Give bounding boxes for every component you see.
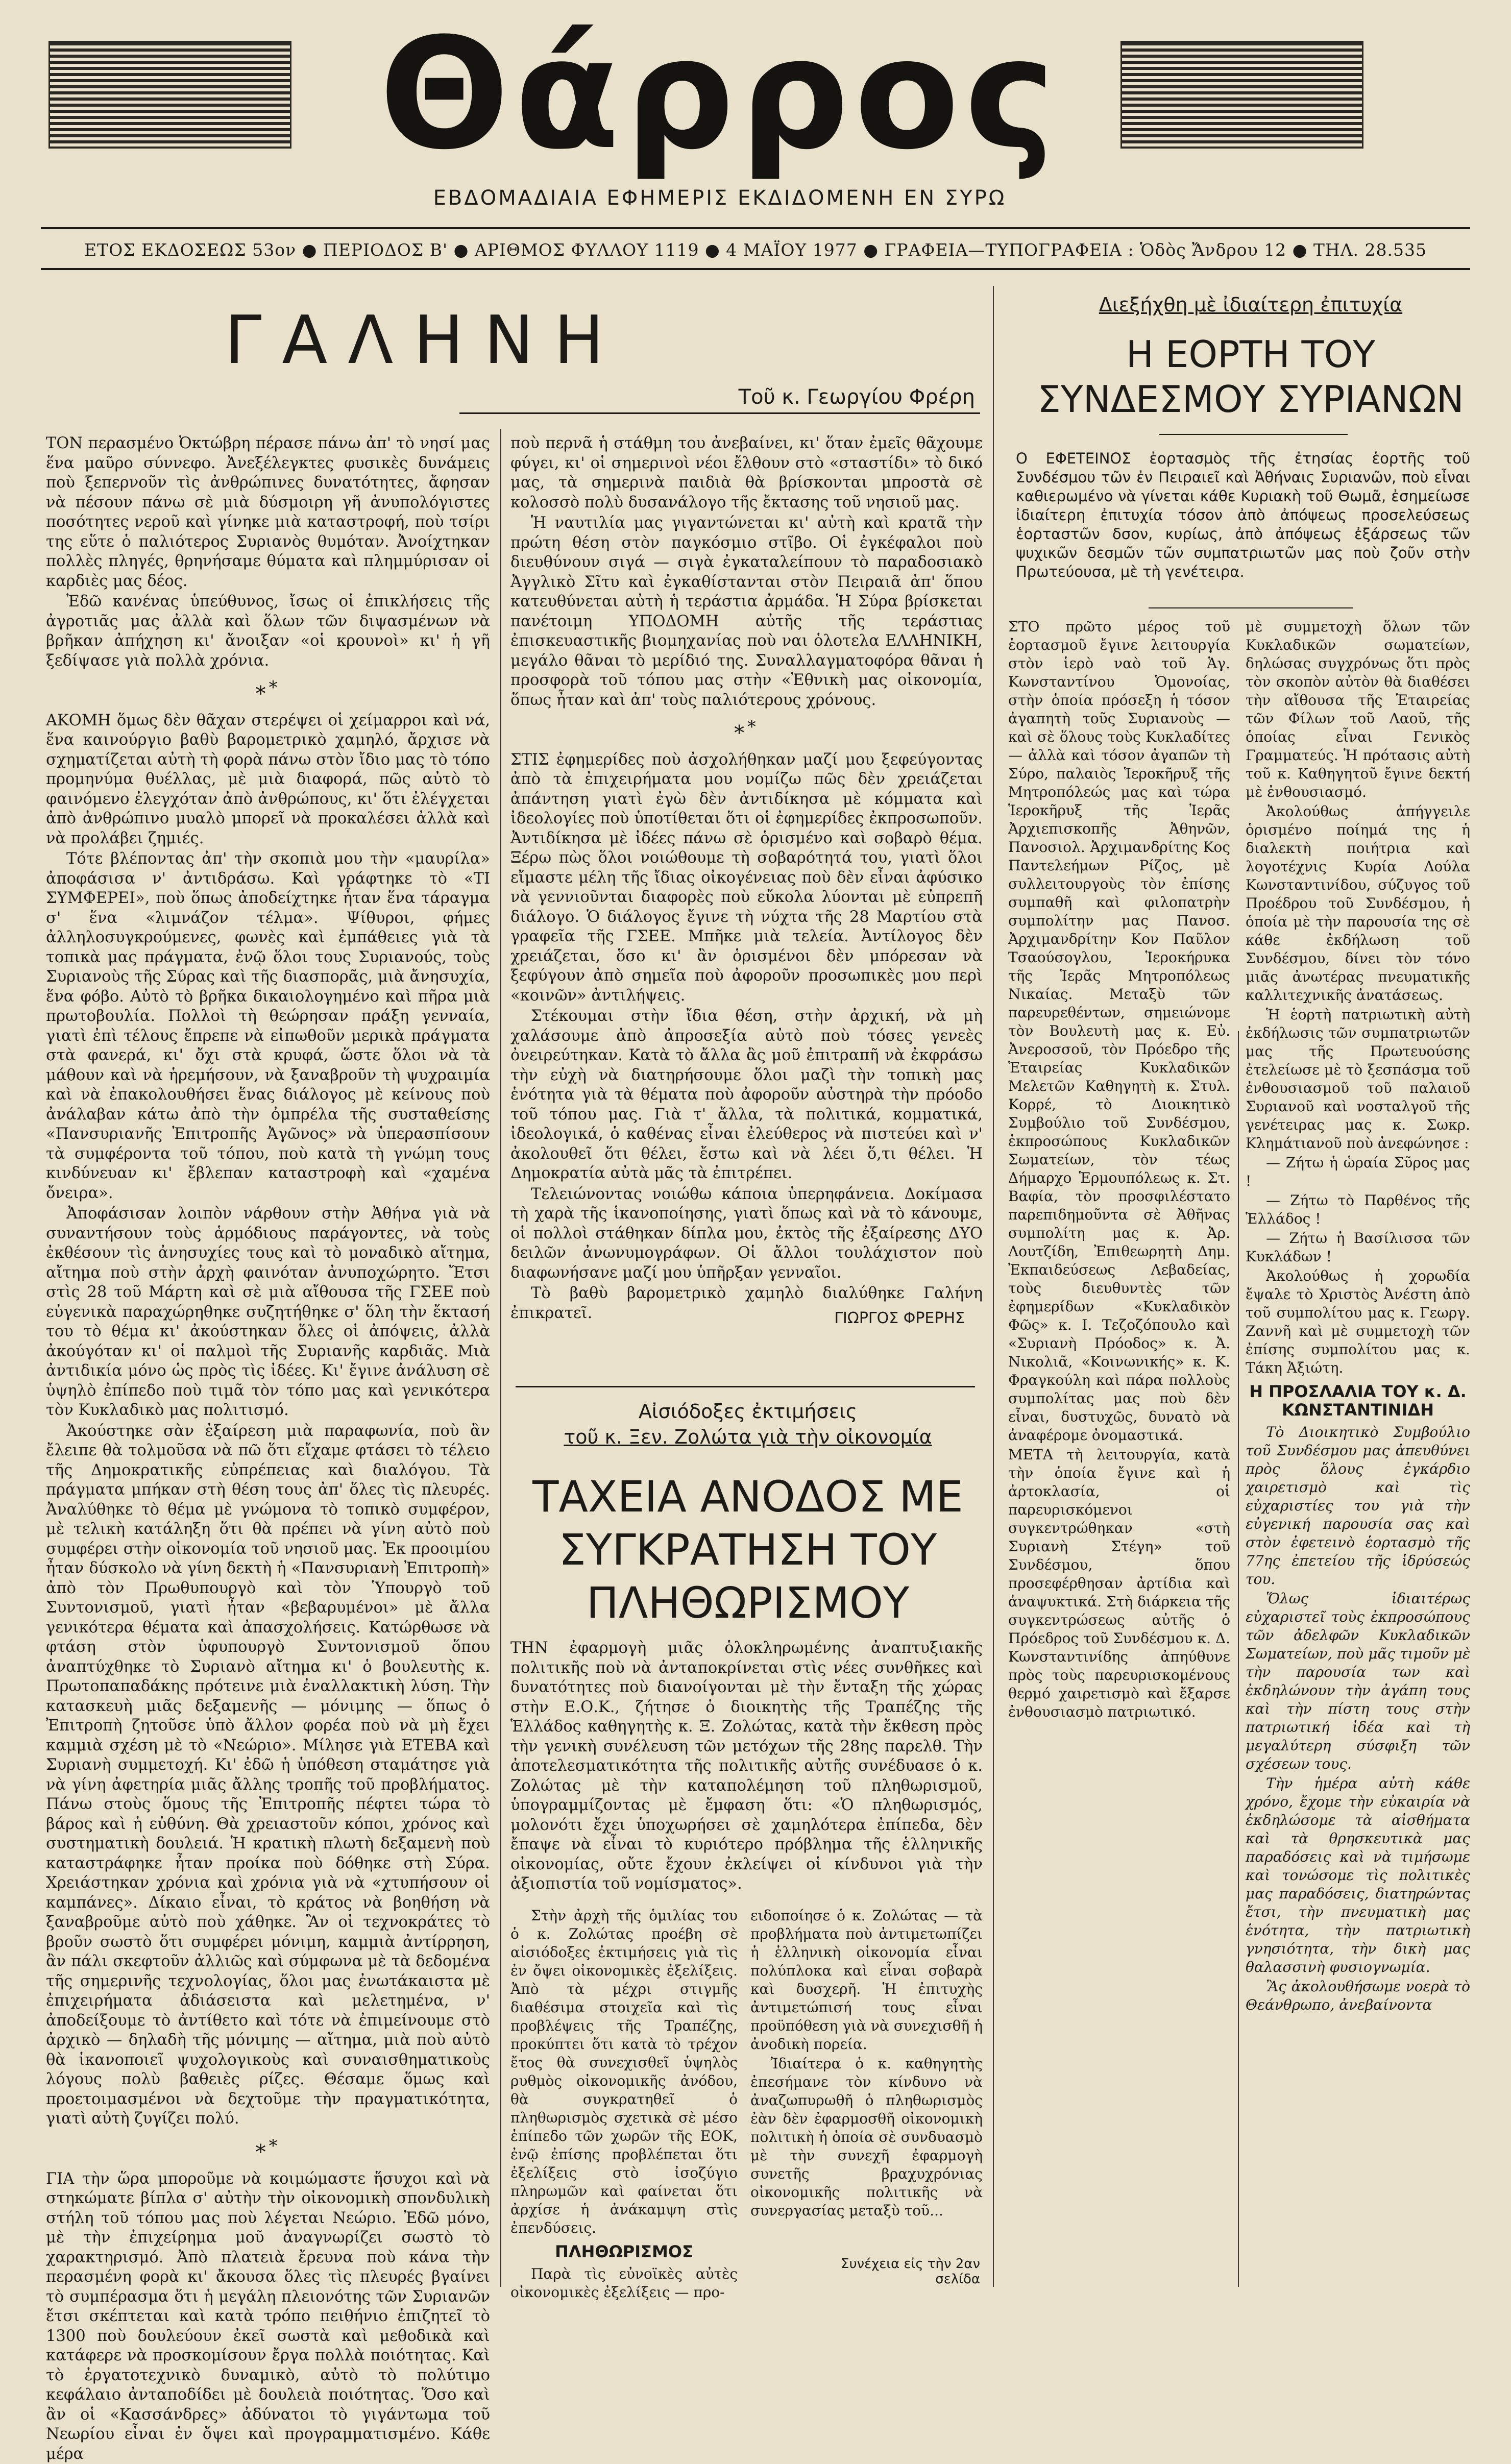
paragraph: ΤΟΝ περασμένο Ὀκτώβρη πέρασε πάνω ἀπ' τὸ νησί μας ἕνα μαῦρο σύννεφο. Ἀνεξέλεγκτες φυσικὲς δυνάμεις ποὺ ξεπερνοῦν τὶς ἀνθρώπινες δυνατότητες, ἄφησαν νὰ πέσουν πάνω σὲ μιὰ δύσμοιρη γῆ ἀνυπολόγιστες ποσότητες νεροῦ καὶ γίνηκε μιὰ καταστροφή, ποὺ τσίρι της εὕτε ὁ παλιότερος Συριανὸς θυμόταν. Ἀνοίχτηκαν πολλὲς πληγές, θρηνήσαμε θύματα καὶ πλημμύρισαν οἱ καρδιὲς μας δέος. [46, 434, 490, 590]
column-divider [993, 286, 994, 2287]
article3-lead [1016, 449, 1470, 602]
article3-column-right [1246, 618, 1470, 2282]
paragraph: Τὸ βαθὺ βαρομετρικὸ χαμηλὸ διαλύθηκε Γαλήνη ἐπικρατεῖ. [510, 1284, 983, 1322]
paragraph: ΓΙΑ τὴν ὥρα μποροῦμε νὰ κοιμώμαστε ἥσυχοι καὶ νὰ στηκώματε βίπλα σ' αὐτὴν τὴν οἰκονομικὴ σπονδυλικὴ στήλη τοῦ τόπου μας ποὺ λέγεται Νεώριο. Ἐδῶ μόνο, μὲ τὴν ἐπιχείρημα μοῦ ἀναγνωρίζει σωστὸ τὸ χαρακτηρισμό. Ἀπὸ πλατειὰ ἔρευνα ποὺ κάνα τὴν περασμένη φορὰ κι' ἄκουσα ὅλες τὶς πλευρές βγαίνει τὸ συμπέρασμα ὅτι ἡ μεγάλη πλειονότης τῶν Συριανῶν ἔτσι σκέπτεται καὶ κατὰ τρόπο πειθήνιο ἐπιζητεῖ τὸ 1300 ποὺ δουλεύουν ἐκεῖ σωστὰ καὶ μεθοδικὰ καὶ κατάφερε νὰ προσκομίσουν ἔργα πολλὰ ποιότητας. Καὶ τὸ ἐργατοτεχνικὸ δυναμικὸ, αὐτὸ τὸ πολύτιμο κεφάλαιο ἀνταποδίδει μὲ δουλειὰ ποιότητας. Ὅσο καὶ ἂν οἱ «Κασσάνδρες» ἀδύνατοι τὸ γιγάντωμα τοῦ Νεωρίου εἶναι ἐν ὄψει καὶ προγραμματισμένο. Κάθε μέρα [46, 2169, 490, 2463]
paragraph: Ο ΕΦΕΤΕΙΝΟΣ ἑορτασμὸς τῆς ἐτησίας ἑορτῆς τοῦ Συνδέσμου τῶν ἐν Πειραιεῖ καὶ Ἀθήναις Συριανῶν, ποὺ εἶναι καθιερωμένο νὰ γίνεται κάθε Κυριακὴ τοῦ Θωμᾶ, ἐσημείωσε ἰδιαίτερη ἐπιτυχία τόσον ἀπὸ ἀπόψεως προσελεύσεως ἑορταστῶν δσον, κυρίως, ἀπὸ ἀπόψεως ἐξάρσεως τῶν ψυχικῶν δεσμῶν τῶν συμπατριωτῶν μας ποὺ ζοῦν στὴν Πρωτεύουσα, μὲ τὴ γενέτειρα. [1016, 450, 1470, 580]
paragraph: Ἡ ναυτιλία μας γιγαντώνεται κι' αὐτὴ καὶ κρατᾶ τὴν πρώτη θέση στὸν παγκόσμιο στῖβο. Οἱ ἐγκέφαλοι ποὺ διευθύνουν σιγά — σιγὰ ἐγκαταλείπουν τὸ παραδοσιακὸ Ἀγγλικὸ Σῖτυ καὶ ἐγκαθίστανται στὸν Πειραιᾶ ἀπ' ὅπου κατευθύνεται αὐτὴ ἡ τεράστια ἀρμάδα. Ἡ Σύρα βρίσκεται πανέτοιμη ΥΠΟΔΟΜΗ αὐτῆς τῆς τεράστιας ἐπισκευαστικῆς βιομηχανίας ποὺ ναι ὁλοτελα ΕΛΛΗΝΙΚΗ, μεγάλο θᾶναι τὸ μερίδιό της. Συναλλαγματοφόρα θᾶναι ἡ προσφορὰ τοῦ τόπου μας στὴν «Ἐθνικὴ μας οἰκονομία, ὅπως ἦταν καὶ ἀπ' τοὺς παλιότερους χρόνους. [510, 514, 983, 709]
issue-info-line: ΕΤΟΣ ΕΚΔΟΣΕΩΣ 53ον ● ΠΕΡΙΟΔΟΣ Β' ● ΑΡΙΘΜΟΣ ΦΥΛΛΟΥ 1119 ● 4 ΜΑΪΟΥ 1977 ● ΓΡΑΦΕΙΑ—ΤΥΠΟΓΡΑΦΕΙΑ : Ὁδὸς Ἄνδρου 12 ● ΤΗΛ. 28.535 [84, 240, 1427, 260]
newspaper-logo: Θάρρος [379, 5, 1061, 183]
column-divider [1238, 1031, 1239, 2287]
section-separator: ** [734, 717, 759, 745]
paragraph: Τότε βλέποντας ἀπ' τὴν σκοπιὰ μου τὴν «μαυρίλα» ἀποφάσισα ν' ἀντιδράσω. Καὶ γράφτηκε τὸ «ΤΙ ΣΥΜΦΕΡΕΙ», ποὺ ὅπως ἀποδείχτηκε ἦταν ἕνα τάραγμα σ' ἕνα «λιμνάζον τέλμα». Ψίθυροι, φήμες ἀλληλοσυγκρούμενες, φωνὲς καὶ ἐμπάθειες γιὰ τὰ τοπικὰ μας πράγματα, ἐνῷ ὅλοι τους Συριανούς, τοὺς Συριανοὺς τῆς Σύρας καὶ τῆς διασπορᾶς, μιὰ ἄνησυχία, ἕνα φόβο. Αὐτὸ τὸ βρῆκα δικαιολογημένο καὶ πῆρα μιὰ πρωτοβουλία. Πολλοὶ τὴ θεώρησαν πράξη γενναία, γιατὶ ἐπὶ τέλους ἔπρεπε νὰ εἰπωθοῦν μερικὰ πράγματα στὰ φανερά, κι' ὄχι στὰ κρυφά, ὥστε ὅλοι νὰ τὰ μάθουν καὶ νὰ ἡρεμήσουν, νὰ ξαναβροῦν τὴ ψυχραιμία καὶ νὰ ἐπακολουθήσει ἕνας διάλογος μὲ κείνους ποὺ ἀνάλαβαν κάτω ἀπὸ τὴν ὀμπρέλα τῆς συσταθείσης «Πανσυριανῆς Ἐπιτροπῆς Ἀγῶνος» νὰ ὑπερασπίσουν τὰ συμφέροντα τοῦ τόπου, ποὺ κατὰ τὴ γνώμη τους κινδύνευαν κι' ἔβλεπαν καταστροφὴ καὶ «χαμένα ὄνειρα». [46, 850, 490, 1202]
masthead-rule-bottom [41, 268, 1470, 270]
paragraph: ΑΚΟΜΗ ὅμως δὲν θᾶχαν στερέψει οἱ χείμαρροι καὶ νά, ἕνα καινούργιο βαθὺ βαρομετρικὸ χαμηλό, ἄρχισε νὰ σχηματίζεται αὐτὴ τὴ φορὰ πάνω στὸν ἴδιο μας τὸ τόπο προμηνύμα θυέλλας, μὲ μιὰ διαφορά, πῶς αὐτὸ τὸ φαινόμενο ἐλεγχόταν ἀπὸ ἀνθρώπους, κι' ὅτι ἐλέγχεται ἀπὸ ἀνθρώπινο μυαλὸ μπορεῖ νὰ προκαλέσει ἀλλὰ καὶ νὰ προλάβει ζημιές. [46, 711, 490, 847]
paragraph: Ἂς ἀκολουθήσωμε νοερὰ τὸ Θεάνθρωπο, ἀνεβαίνοντα [1246, 1978, 1470, 2013]
paragraph: Τὸ Διοικητικὸ Συμβούλιο τοῦ Συνδέσμου μας ἀπευθύνει πρὸς ὅλους ἐγκάρδιο χαιρετισμὸ καὶ τὶς εὐχαριστίες του γιὰ τὴν εὐγενική παρουσία σας καὶ στὸν ἐφετεινὸ ἑορτασμὸ τῆς 77ης ἐπετείου τῆς ἱδρύσεώς του. [1246, 1424, 1470, 1588]
continued-note: Συνέχεια εἰς τὴν 2αν σελίδα [841, 2256, 980, 2287]
paragraph: — Ζήτω τὸ Παρθένος τῆς Ἑλλάδος ! [1246, 1192, 1470, 1227]
article3-headline-rule [1159, 434, 1348, 435]
byline-rule [459, 412, 980, 414]
paragraph: Στέκουμαι στὴν ἴδια θέση, στὴν ἀρχική, νὰ μὴ χαλάσουμε ἀπὸ ἀπροσεξία αὐτὸ ποὺ τόσες γενεὲς ὀνειρεύτηκαν. Κατὰ τὸ ἄλλα ἂς μοῦ ἐπιτραπῆ νὰ ἐκφράσω τὴν εὐχὴ νὰ διατηρήσουμε ὅλοι μαζὶ τὴν τοπικὴ μας ἑνότητα γιὰ τὰ θέματα ποὺ ἀφοροῦν αὐστηρὰ τὴν πρόοδο τοῦ τόπου μας. Γιὰ τ' ἄλλα, τὰ πολιτικά, κομματικά, ἰδεολογικά, ὁ καθένας εἶναι ἐλεύθερος νὰ πιστεύει καὶ ν' ἀκολουθεῖ ὅτι θέλει, ἔστω καὶ νὰ λέει ὅ,τι θέλει. Ἡ Δημοκρατία αὐτὰ μᾶς τὰ ἐπιτρέπει. [510, 1007, 983, 1183]
article2-kicker-line2: τοῦ κ. Ξεν. Ζολώτα γιὰ τὴν οἰκονομία [564, 1426, 932, 1448]
article2-lead [510, 1639, 983, 1899]
paragraph: ειδοποίησε ὁ κ. Ζολώτας — τὰ προβλήματα ποὺ ἀντιμετωπίζει ἡ ἑλληνικὴ οἰκονομία εἶναι πολύπλοκα καὶ εἶναι σοβαρὰ καὶ δυσχερῆ. Ἡ ἐπιτυχὴς ἀντιμετώπισή τους εἶναι προϋπόθεση γιὰ νὰ συνεχισθῆ ἡ ἀνοδικὴ πορεία. [750, 1907, 983, 2053]
paragraph: Ἐδῶ κανένας ὑπεύθυνος, ἴσως οἱ ἐπικλήσεις τῆς ἀγροτιᾶς μας ἀλλὰ καὶ ὅλων τῶν διψασμένων νὰ βρῆκαν ἀπήχηση κι' ἄνοιξαν «οἱ κρουνοὶ» κι' ἡ γῆ ξεδίψασε γιὰ πολλὰ χρόνια. [46, 593, 490, 670]
article2-kicker [526, 1399, 970, 1450]
subheading-plithorismos: ΠΛΗΘΩΡΙΣΜΟΣ [555, 2242, 693, 2261]
paragraph: Ἀκολούθως ἡ χορωδία ἔψαλε τὸ Χριστὸς Ἀνέστη ἀπὸ τοῦ συμπολίτου μας κ. Γεωργ. Ζαννῆ καὶ μὲ συμμετοχὴ τῶν ἐπίσης συμπολίτου μας κ. Τάκη Ἀξιώτη. [1246, 1267, 1470, 1376]
paragraph: ΤΗΝ ἐφαρμογὴ μιᾶς ὁλοκληρωμένης ἀναπτυξιακῆς πολιτικῆς ποὺ νὰ ἀνταποκρίνεται στὶς νέες συνθῆκες καὶ δυνατότητες ποὺ διανοίγονται μὲ τὴν ἔνταξη τῆς χώρας στὴν Ε.Ο.Κ., ζήτησε ὁ διοικητὴς τῆς Τραπέζης τῆς Ἑλλάδος καθηγητὴς κ. Ξ. Ζολώτας, κατὰ τὴν ἔκθεση πρὸς τὴν γενικὴ συνέλευση τῶν μετόχων τῆς 28ης παρελθ. Τὴν ἀποτελεσματικότητα τῆς πολιτικῆς αὐτῆς συνέδυασε ὁ κ. Ζολώτας μὲ τὴν καταπολέμηση τοῦ πληθωρισμοῦ, ὑπογραμμίζοντας μὲ ἔμφαση ὅτι: «Ὁ πληθωρισμός, μολονότι ἔχει ὑποχωρήσει σὲ χαμηλότερα ἐπίπεδα, δὲν ἔπαψε νὰ εἶναι τὸ κυριότερο πρόβλημα τῆς ἑλληνικῆς οἰκονομίας, οὔτε ἔχουν ἐκλείψει οἱ κίνδυνοι γιὰ τὴν ἀξιοπιστία τοῦ νομίσματος». [510, 1639, 983, 1893]
subheading-prosfonisi: Η ΠΡΟΣΛΑΛΙΑ ΤΟΥ κ. Δ. ΚΩΝΣΤΑΝΤΙΝΙΔΗ [1249, 1382, 1467, 1420]
paragraph: μὲ συμμετοχὴ ὅλων τῶν Κυκλαδικῶν σωματείων, δηλώσας συγχρόνως ὅτι πρὸς τὸν σκοπὸν αὐτὸν θὰ διαθέσει τὴν αἴθουσα τῆς Ἑταιρείας τῶν Φίλων τοῦ Λαοῦ, τῆς ὁποίας εἶναι Γενικὸς Γραμματεύς. Ἡ πρότασις αὐτὴ τοῦ κ. Καθηγητοῦ ἔγινε δεκτή μὲ ἐνθουσιασμό. [1246, 618, 1470, 800]
paragraph: Ἡ ἑορτὴ πατριωτικὴ αὐτὴ ἐκδήλωσις τῶν συμπατριωτῶν μας τῆς Πρωτευούσης ἐτελείωσε μὲ τὸ ξεσπάσμα τοῦ ἐνθουσιασμοῦ τοῦ παλαιοῦ Συριανοῦ καὶ νοσταλγοῦ τῆς γενέτειρας μας κ. Σωκρ. Κλημάτιανοῦ ποὺ ἀνεφώνησε : [1246, 1006, 1470, 1152]
paragraph: ΜΕΤΑ τὴ λειτουργία, κατὰ τὴν ὁποία ἔγινε καὶ ἡ ἀρτοκλασία, οἱ παρευρισκόμενοι συγκεντρώθηκαν «στὴ Συριανὴ Στέγη» τοῦ Συνδέσμου, ὅπου προσεφέρθησαν ἀρτίδια καὶ ἀναψυκτικά. Στὴ διάρκεια τῆς συγκεντρώσεως αὐτῆς ὁ Πρόεδρος τοῦ Συνδέσμου κ. Δ. Κωνσταντινίδης ἀπηύθυνε πρὸς τοὺς παρευρισκομένους θερμό χαιρετισμὸ καὶ ἔξαρσε ἐνθουσιασμὸ πατριωτικό. [1008, 1446, 1230, 1720]
masthead-ornament-right [1120, 41, 1363, 149]
article3-lead-rule [1149, 607, 1353, 608]
article2-kicker-line1: Αἰσιόδοξες ἐκτιμήσεις [638, 1400, 858, 1423]
article2-column-b [750, 1907, 983, 2238]
paragraph: Στὴν ἀρχὴ τῆς ὁμιλίας του ὁ κ. Ζολώτας προέβη σὲ αἰσιόδοξες ἐκτιμήσεις γιὰ τὶς ἐν ὄψει οἰκονομικὲς ἐξελίξεις. Ἀπὸ τὰ μέχρι στιγμῆς διαθέσιμα στοιχεῖα καὶ τὶς προβλέψεις τῆς Τραπέζης, προκύπτει ὅτι κατὰ τὸ τρέχον ἔτος θὰ συνεχισθεῖ ὑψηλὸς ρυθμὸς οἰκονομικῆς ἀνόδου, θὰ συγκρατηθεῖ ὁ πληθωρισμὸς σχετικὰ σὲ μέσο ἐπίπεδο τῶν χωρῶν τῆς ΕΟΚ, ἐνῷ ἐπίσης προβλέπεται ὅτι ἐξελίξεις στὸ ἰσοζύγιο πληρωμῶν καὶ φαίνεται ὅτι ἀρχίσε ἡ ἀνάκαμψη στὶς ἐπενδύσεις. [510, 1907, 738, 2236]
paragraph: Ἀποφάσισαν λοιπὸν νάρθουν στὴν Ἀθήνα γιὰ νὰ συναντήσουν τοὺς ἁρμόδιους παράγοντες, νὰ τοὺς ἐκθέσουν τὶς ἀνησυχίες τους καὶ τὸ μοναδικὸ αἴτημα, αἴτημα ποὺ στὴν ἀρχὴ φαινόταν ἀνυποχώρητο. Ἔτσι στὶς 28 τοῦ Μάρτη καὶ σὲ μιὰ αἴθουσα τῆς ΓΣΕΕ ποὺ εὐγενικὰ παραχώρηθηκε συζητήθηκε σ' ὅλη τὴν ἔκτασή του τὸ θέμα κι' ἀκούστηκαν ὅλες οἱ ἀπόψεις, ἀλλὰ ἀκούγόταν κι' οἱ παλμοὶ τῆς Συριανῆς καρδιᾶς. Μιὰ ἀντιδικία μόνο ὡς πρὸς τὶς ἰδέες. Κι' ἔγινε ἀνάλυση σὲ ὑψηλὸ ἐπίπεδο ποὺ τιμᾶ τὸν τόπο μας καὶ γενικότερα τὸν Κυκλαδικὸ μας πολιτισμό. [46, 1205, 490, 1420]
column-divider [500, 429, 501, 2287]
paragraph: — Ζήτω ἡ Βασίλισσα τῶν Κυκλάδων ! [1246, 1230, 1470, 1265]
byline-frere: Τοῦ κ. Γεωργίου Φρέρη [738, 385, 975, 409]
article1-column-1 [46, 434, 490, 2463]
article3-column-left [1008, 618, 1230, 2282]
paragraph: ΣΤΟ πρῶτο μέρος τοῦ ἑορτασμοῦ ἔγινε λειτουργία στὸν ἱερὸ ναὸ τοῦ Ἁγ. Κωνσταντίνου Ὁμονοίας, στὴν ὁποία πρόσεξη ἡ τόσον ἀγαπητὴ τοῦς Συριανοὺς — καὶ σὲ ὅλους τοὺς Κυκλαδίτες — ἀλλὰ καὶ τόσον ἀγαπῶν τὴ Σύρο, παλαιὸς Ἱεροκῆρυξ τῆς Μητροπόλεώς μας καὶ τώρα Ἱεροκῆρυξ τῆς Ἱερᾶς Ἀρχιεπισκοπῆς Ἀθηνῶν, Πανοσιολ. Ἀρχιμανδρίτης Κος Παντελεήμων Ρίζος, μὲ συλλειτουργοὺς τὸν ἐπίσης συμπαθῆ καὶ φιλοπατρὴν συμπολίτην μας Πανοσ. Ἀρχιμανδρίτην Κον Παῦλον Τσαούσογλου, Ἱεροκήρυκα τῆς Ἱερᾶς Μητροπόλεως Νικαίας. Μεταξὺ τῶν παρευρεθέντων, σημειώνομε τὸν Βουλευτὴ μας κ. Εὐ. Ἀνεροσσοῦ, τὸν Πρόεδρο τῆς Ἑταιρείας Κυκλαδικῶν Μελετῶν Καθηγητὴ κ. Στυλ. Κορρέ, τὸ Διοικητικὸ Συμβούλιο τοῦ Συνδέσμου, ἐκπροσώπους Κυκλαδικῶν Σωματείων, τὸν τέως Δήμαρχο Ἑρμουπόλεως κ. Στ. Βαφία, τὸν προσφιλέστατο παρεπιδημοῦντα σὲ Ἀθῆνας συμπολίτη μας κ. Ἀρ. Λουτζίδη, Ἐπιθεωρητὴ Δημ. Ἐκπαιδεύσεως Λεβαδείας, τοὺς διευθυντὲς τῶν ἐφημερίδων «Κυκλαδικὸν Φῶς» κ. Ι. Τεζοζόπουλο καὶ «Συριανὴ Πρόοδος» κ. Ἀ. Νικολιᾶ, «Κοινωνικής» κ. Κ. Φραγκούλη καὶ πάρα πολλοὺς συμπολίτας μας ποὺ δὲν εἶναι, δυστυχῶς, δυνατὸ νὰ ἀναφέρομε ὀνομαστικά. [1008, 618, 1230, 1444]
paragraph: Τελειώνοντας νοιώθω κάποια ὑπερηφάνεια. Δοκίμασα τὴ χαρὰ τῆς ἱκανοποίησης, γιατὶ ὅπως καὶ νὰ τὸ κάνουμε, οἱ πολλοὶ στάθηκαν δίπλα μου, ἐκτὸς τῆς ἐξαίρεσης ΔΥΟ δειλῶν ἀνωνυμογράφων. Οἱ ἄλλοι τουλάχιστον ποὺ διαφωνήσανε μαζί μου ὑπῆρξαν γενναῖοι. [510, 1185, 983, 1282]
paragraph: Τὴν ἡμέρα αὐτὴ κάθε χρόνο, ἔχομε τὴν εὐκαιρία νὰ ἐκδηλώσομε τὰ αἰσθήματα καὶ τὰ θρησκευτικὰ μας παραδόσεις καὶ νὰ τιμήσωμε καὶ τονώσομε τὶς πολιτικὲς μας παραδόσεις, διατηρώντας ἔτσι, τὴν πνευματικὴ μας ἑνότητα, τὴν πατριωτικὴ γνησιότητα, τὴν δικὴ μας θαλασσινὴ φυσιογνωμία. [1246, 1775, 1470, 1975]
paragraph: Παρὰ τὶς εὐνοϊκὲς αὐτὲς οἰκονομικὲς ἐξελίξεις — προ- [510, 2265, 738, 2301]
paragraph: Ὅλως ἰδιαιτέρως εὐχαριστεῖ τοὺς ἐκπροσώπους τῶν ἀδελφῶν Κυκλαδικῶν Σωματείων, ποὺ μᾶς τιμοῦν μὲ τὴν παρουσία των καὶ ἐκδηλώνουν τὴν ἀγάπη τους καὶ τὴν πίστη τους στὴν πατριωτική ἰδέα καὶ τὴ μεγαλύτερη σύσφιξη τῶν σχέσεων τους. [1246, 1590, 1470, 1772]
article2-headline: ΤΑΧΕΙΑ ΑΝΟΔΟΣ ΜΕ ΣΥΓΚΡΑΤΗΣΗ ΤΟΥ ΠΛΗΘΩΡΙΣΜΟΥ [532, 1472, 963, 1628]
headline-galini: ΓΑΛΗΝΗ [225, 301, 625, 379]
article1-signature: ΓΙΩΡΓΟΣ ΦΡΕΡΗΣ [834, 1309, 965, 1327]
masthead-ornament-left [48, 41, 291, 149]
section-separator: ** [255, 2135, 281, 2164]
article2-column-a [510, 1907, 738, 2301]
paragraph: ποὺ περνᾶ ἡ στάθμη του ἀνεβαίνει, κι' ὅταν ἐμεῖς θᾶχουμε φύγει, κι' οἱ σημερινοὶ νέοι ἔλθουν στὸ «σταστίδι» τὸ δικό μας, τὰ σημερινὰ παιδιὰ θὰ βρίσκονται μπροστὰ σὲ κολοσσὸ πολὺ δυσανάλογο τῆς ἔκτασης τοῦ νησιοῦ μας. [510, 434, 983, 511]
paragraph: — Ζήτω ἡ ὡραία Σῦρος μας ! [1246, 1154, 1470, 1189]
article2-rule-top [516, 1386, 975, 1387]
masthead-subtitle: ΕΒΔΟΜΑΔΙΑΙΑ ΕΦΗΜΕΡΙΣ ΕΚΔΙΔΟΜΕΝΗ ΕΝ ΣΥΡΩ [433, 186, 1007, 210]
masthead-rule-top [41, 227, 1470, 229]
section-separator: ** [255, 677, 281, 706]
article3-kicker: Διεξήχθη μὲ ἰδιαίτερη ἐπιτυχία [1099, 294, 1403, 316]
paragraph: Ἀκούστηκε σὰν ἐξαίρεση μιὰ παραφωνία, ποὺ ἂν ἔλειπε θὰ τολμοῦσα νὰ πῶ ὅτι εἴχαμε φτάσει τὸ τέλειο τῆς Δημοκρατικῆς εὐπρέπειας καὶ διαλόγου. Τὰ πράγματα μπήκαν στὴ θέση τους ἀπ' ὅλες τὶς πλευρές. Ἀναλύθηκε τὸ θέμα μὲ γνώμονα τὸ τοπικὸ συμφέρον, μὲ τελικὴ κατάληξη ὅτι θὰ πρέπει νὰ γίνη αὐτὸ ποὺ συμφέρει στὴν οἰκονομία τοῦ νησιοῦ μας. Ἐκ προοιμίου ἦταν δύσκολο νὰ γίνη δεκτὴ ἡ «Πανσυριανὴ Ἐπιτροπὴ» ἀπὸ τὸν Πρωθυπουργὸ καὶ τὸν Ὑπουργὸ τοῦ Συντονισμοῦ, γιατὶ ἦταν «βεβαρυμένοι» μὲ ἄλλα γενικότερα θέματα καὶ ἀπασχολήσεις. Κατώρθωσε νὰ φτάση στὸν ὑφυπουργὸ Συντονισμοῦ ὅπου ἀναπτύχθηκε τὸ Συριανὸ αἴτημα κι' ὁ βουλευτὴς κ. Πρωτοπαπαδάκης πρότεινε μιὰ ἐναλλακτικὴ λύση. Τὴν κατασκευὴ μιᾶς δεξαμενῆς — μόνιμης — ὅπως ὁ Ἐπιτροπὴ ζητοῦσε ὑπὸ ἄλλον φορέα ποὺ νὰ μὴ ἔχει καμμιὰ σχέση μὲ τὸ «Νεώριο». Μίλησε γιὰ ΕΤΕΒΑ καὶ Συριανὴ συμμετοχή. Κι' ἐδῶ ἡ ὑπόθεση σταμάτησε γιὰ νὰ γίνη ἀφετηρία μιᾶς ἄλλης τροπῆς τοῦ προβλήματος. Πάνω στοὺς ὅμους τῆς Ἐπιτροπῆς πέφτει τώρα τὸ βάρος καὶ ἡ εὐθύνη. Θὰ χρειαστοῦν κόποι, χρόνος καὶ συστηματικὴ δουλειά. Ἡ κρατικὴ πλωτὴ δεξαμενὴ ποὺ καταστράφηκε ἦταν προίκα ποὺ δόθηκε στὴ Σύρα. Χρειάστηκαν χρόνια καὶ χρόνια γιὰ νὰ «χτυπήσουν οἱ καμπάνες». Δίκαιο εἶναι, τὸ κράτος νὰ βοηθήση νὰ ξαναβροῦμε αὐτὸ ποὺ χάθηκε. Ἂν οἱ τεχνοκράτες τὸ βροῦν σωστὸ ὅτι συμφέρει μόνιμη, καμμιὰ ἀντίρρηση, ἂν πάλι σκεφτοῦν ἀλλιῶς καὶ σύμφωνα μὲ τὰ δεδομένα τῆς σημερινῆς τεχνολογίας, ὅλοι μας ἐνωτάκαιστα μὲ ἐπιχειρήματα ἀδιάσειστα καὶ μελετημένα, ν' ἀποδείξουμε τὸ ἀντίθετο καὶ τότε νὰ ἐπιμείνουμε στὸ ἀρχικὸ — δηλαδὴ τῆς μόνιμης — αἴτημα, μιὰ ποὺ αὐτὸ θὰ ἱκανοποιεῖ ψυχολογικοὺς καὶ συναισθηματικοὺς λόγους πολὺ βαθειὲς ρίζες. Θέσαμε ὅμως καὶ προετοιμασμένοι νὰ δεχτοῦμε τὴν πραγματικότητα, γιατὶ αὐτὴ ζυγίζει πολύ. [46, 1422, 490, 2128]
article3-headline: Η ΕΟΡΤΗ ΤΟΥ ΣΥΝΔΕΣΜΟΥ ΣΥΡΙΑΝΩΝ [1037, 333, 1464, 421]
paragraph: ΣΤΙΣ ἐφημερίδες ποὺ ἀσχολήθηκαν μαζί μου ξεφεύγοντας ἀπὸ τὰ ἐπιχειρήματα μου νομίζω πῶς δὲν χρειάζεται ἀπάντηση γιατὶ ἐγὼ δὲν ἀντιδίκησα μὲ κόμματα καὶ ἰδεολογίες ποὺ ὑποτίθεται ὅτι οἱ ἐφημερίδες ἐκπροσωποῦν. Ἀντιδίκησα μὲ ἰδέες πάνω σὲ ὁρισμένο καὶ σοβαρὸ θέμα. Ξέρω πὼς ὅλοι νοιώθουμε τὴ σοβαρότητά του, γιατὶ ὅλοι εἴμαστε μέλη τῆς ἴδιας οἰκογένειας ποὺ δὲν εἶναι ἀφύσικο νὰ γεννιοῦνται διαφορὲς ποὺ εὔκολα λύονται μὲ εὐπρεπῆ διάλογο. Ὁ διάλογος ἔγινε τὴ νύχτα τῆς 28 Μαρτίου στὰ γραφεῖα τῆς ΓΣΕΕ. Μπῆκε μιὰ τελεία. Ἀντίλογος δὲν χρειάζεται, ὅσο κι' ἂν ὁρισμένοι δὲν μπόρεσαν νὰ ξεφύγουν ἀπὸ σημεῖα ποὺ ἀφοροῦν προσωπικὲς μου περὶ «κοινῶν» ἀντιλήψεις. [510, 750, 983, 1005]
paragraph: Ἰδιαίτερα ὁ κ. καθηγητὴς ἐπεσήμανε τὸν κίνδυνο νὰ ἀναζωπυρωθῆ ὁ πληθωρισμὸς ἐὰν δὲν ἐφαρμοσθῆ οἰκονομικὴ πολιτικὴ ἡ ὁποία σὲ συνδυασμὸ μὲ τὴν συνεχῆ ἐφαρμογὴ συνετῆς βραχυχρόνιας οἰκονομικῆς πολιτικῆς νὰ συνεργασίας μεταξὺ τοῦ... [750, 2055, 983, 2219]
paragraph: Ἀκολούθως ἀπήγγειλε ὁρισμένο ποίημά της ἡ διαλεκτὴ ποιήτρια καὶ λογοτέχνις Κυρία Λούλα Κωνσταντινίδου, σύζυγος τοῦ Προέδρου τοῦ Συνδέσμου, ἡ ὁποία μὲ τὴν παρουσία της σὲ κάθε ἐκδήλωση τοῦ Συνδέσμου, δίνει τὸν τόνο μιᾶς ἀνωτέρας πνευματικῆς καλλιτεχνικῆς ἀνατάσεως. [1246, 803, 1470, 1004]
